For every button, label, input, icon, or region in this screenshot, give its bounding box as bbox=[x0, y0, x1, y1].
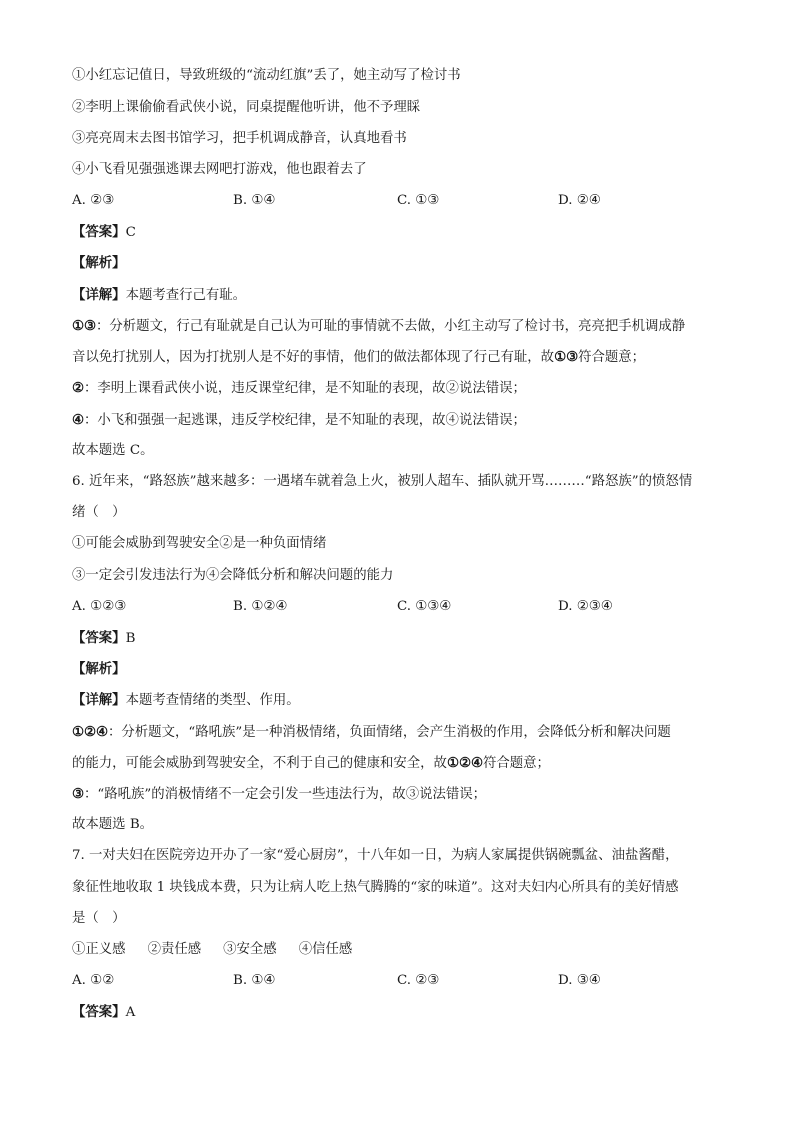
q7-item-3: ③安全感 bbox=[223, 942, 277, 957]
q6-conclusion: 故本题选 B。 bbox=[72, 817, 154, 832]
q6-option-c: C. ①③④ bbox=[397, 599, 452, 614]
q6-option-b: B. ①②④ bbox=[233, 599, 288, 614]
analysis-tag: 【解析】 bbox=[72, 661, 126, 677]
answer-tag: 【答案】 bbox=[72, 224, 126, 240]
q6-option-a: A. ①②③ bbox=[72, 599, 127, 614]
q6-stem-b: 绪（ ） bbox=[72, 505, 126, 520]
q6-analysis-tag bbox=[72, 660, 126, 679]
explain-text: ：分析题文，行己有耻就是自己认为可耻的事情就不去做，小红主动写了检讨书，亮亮把手机调成静 bbox=[96, 319, 686, 334]
q7-stem-c: 是（ ） bbox=[72, 911, 126, 926]
explain-text: ：小飞和强强一起逃课，违反学校纪律，是不知耻的表现，故④说法错误； bbox=[84, 413, 526, 428]
q7-item-1: ①正义感 bbox=[72, 942, 126, 957]
detail-tag: 【详解】 bbox=[72, 287, 126, 303]
explain-lead: ③ bbox=[72, 786, 85, 802]
q7-stem-b: 象征性地收取 1 块钱成本费，只为让病人吃上热气腾腾的“家的味道”。这对夫妇内心所具有的美好情感 bbox=[72, 880, 679, 895]
q7-options bbox=[72, 972, 712, 990]
q7-option-b: B. ①④ bbox=[233, 973, 276, 988]
q5-options bbox=[72, 192, 712, 210]
q5-item-1: ①小红忘记值日，导致班级的“流动红旗”丢了，她主动写了检讨书 bbox=[72, 68, 461, 83]
answer-value: B bbox=[125, 631, 136, 646]
q7-item-4: ④信任感 bbox=[298, 942, 353, 957]
q6-explain-1b bbox=[72, 754, 550, 773]
explain-lead: ①②④ bbox=[72, 724, 109, 740]
q7-option-d: D. ③④ bbox=[558, 973, 601, 988]
q6-answer bbox=[72, 629, 135, 648]
answer-tag: 【答案】 bbox=[72, 630, 126, 646]
answer-value: A bbox=[125, 1005, 136, 1020]
explain-lead: ② bbox=[72, 380, 85, 396]
q5-explain-1b bbox=[72, 348, 645, 367]
q6-explain-2 bbox=[72, 785, 486, 804]
q5-detail bbox=[72, 286, 246, 305]
q6-items-b: ③一定会引发违法行为④会降低分析和解决问题的能力 bbox=[72, 568, 394, 583]
explain-text: 音以免打扰别人，因为打扰别人是不好的事情，他们的做法都体现了行己有耻，故 bbox=[72, 350, 555, 365]
q7-option-a: A. ①② bbox=[72, 973, 115, 988]
q5-option-d: D. ②④ bbox=[558, 193, 601, 208]
q7-item-2: ②责任感 bbox=[147, 942, 202, 957]
q7-stem-a: 7. 一对夫妇在医院旁边开办了一家“爱心厨房”，十八年如一日，为病人家属提供锅碗瓢盆、油盐酱醋， bbox=[72, 848, 679, 863]
analysis-tag: 【解析】 bbox=[72, 255, 126, 271]
q6-explain-1a bbox=[72, 723, 671, 742]
q6-items-a: ①可能会威胁到驾驶安全②是一种负面情绪 bbox=[72, 536, 327, 551]
q5-analysis-tag bbox=[72, 254, 126, 273]
q5-answer bbox=[72, 223, 136, 242]
q5-conclusion: 故本题选 C。 bbox=[72, 443, 154, 458]
q7-answer bbox=[72, 1003, 135, 1022]
q5-option-b: B. ①④ bbox=[233, 193, 276, 208]
explain-lead: ①③ bbox=[72, 318, 97, 334]
q7-option-c: C. ②③ bbox=[397, 973, 440, 988]
explain-emph: ①③ bbox=[554, 349, 579, 365]
explain-text: ：李明上课看武侠小说，违反课堂纪律，是不知耻的表现，故②说法错误； bbox=[84, 381, 526, 396]
answer-tag: 【答案】 bbox=[72, 1004, 126, 1020]
answer-value: C bbox=[125, 225, 136, 240]
q5-item-3: ③亮亮周末去图书馆学习，把手机调成静音，认真地看书 bbox=[72, 131, 407, 146]
q5-option-a: A. ②③ bbox=[72, 193, 115, 208]
explain-lead: ④ bbox=[72, 412, 85, 428]
q5-item-2: ②李明上课偷偷看武侠小说，同桌提醒他听讲，他不予理睬 bbox=[72, 100, 421, 115]
q6-detail bbox=[72, 691, 300, 710]
detail-tag: 【详解】 bbox=[72, 692, 126, 708]
detail-intro: 本题考查行己有耻。 bbox=[125, 288, 247, 303]
explain-text: ：分析题文，“路吼族”是一种消极情绪，负面情绪，会产生消极的作用，会降低分析和解决问题 bbox=[108, 725, 671, 740]
q7-items bbox=[72, 941, 352, 959]
detail-intro: 本题考查情绪的类型、作用。 bbox=[125, 693, 300, 708]
q5-option-c: C. ①③ bbox=[397, 193, 440, 208]
q5-explain-2 bbox=[72, 379, 526, 398]
q5-explain-3 bbox=[72, 411, 526, 430]
q5-explain-1a bbox=[72, 317, 685, 336]
q6-stem-a: 6. 近年来，“路怒族”越来越多：一遇堵车就着急上火，被别人超车、插队就开骂………“路怒族”的愤怒情 bbox=[72, 474, 693, 489]
explain-end: 符合题意； bbox=[482, 756, 550, 771]
q5-item-4: ④小飞看见强强逃课去网吧打游戏，他也跟着去了 bbox=[72, 162, 367, 177]
explain-end: 符合题意； bbox=[578, 350, 646, 365]
explain-emph: ①②④ bbox=[446, 755, 483, 771]
explain-text: ：“路吼族”的消极情绪不一定会引发一些违法行为，故③说法错误； bbox=[84, 787, 487, 802]
q6-options bbox=[72, 598, 712, 616]
q6-option-d: D. ②③④ bbox=[558, 599, 613, 614]
explain-text: 的能力，可能会威胁到驾驶安全，不利于自己的健康和安全，故 bbox=[72, 756, 447, 771]
